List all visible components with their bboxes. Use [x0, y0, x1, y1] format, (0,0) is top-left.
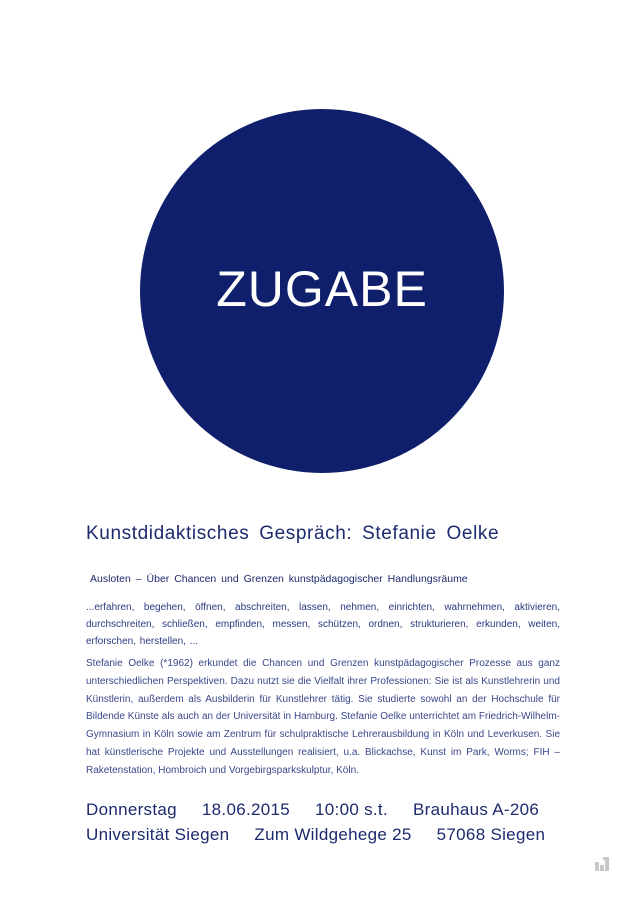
verbs-paragraph: ...erfahren, begehen, öffnen, abschreiten, lassen, nehmen, einrichten, wahrnehmen, aktivieren, durchschreiten, schließen, empfinden, messen, schützen, ordnen, strukturieren, erkunden, weiten, erforschen, herstellen, ... [86, 602, 560, 647]
event-date: 18.06.2015 [201, 800, 291, 819]
university-logo-icon [594, 856, 610, 872]
event-day: Donnerstag [86, 800, 177, 819]
talk-subtitle: Ausloten – Über Chancen und Grenzen kunstpädagogischer Handlungsräume [90, 573, 468, 585]
event-street: Zum Wildgehege 25 [254, 825, 412, 844]
event-location-line [86, 825, 545, 845]
event-city: 57068 Siegen [436, 825, 546, 844]
event-university: Universität Siegen [86, 825, 230, 844]
title-circle [140, 109, 504, 473]
event-time: 10:00 s.t. [315, 800, 388, 819]
event-date-line [86, 800, 539, 820]
bio-paragraph: Stefanie Oelke (*1962) erkundet die Chancen und Grenzen kunstpädagogischer Prozesse aus ganz unterschiedlichen Perspektiven. Dazu nutzt sie die Vielfalt ihrer Professionen: Sie ist als Kunstlehrerin und Künstlerin, außerdem als Ausbilderin für Kunstlehrer tätig. Sie studierte sowohl an der Hochschule für Bildende Künste als auch an der Universität in Hamburg. Stefanie Oelke unterrichtet am Friedrich-Wilhelm-Gymnasium in Köln sowie am Zentrum für schulpraktische Lehrerausbildung in Köln und Leverkusen. Sie hat künstlerische Projekte und Ausstellungen realisiert, u.a. Blickachse, Kunst im Park, Worms; FIH – Raketenstation, Hombroich und Vorgebirgsparkskulptur, Köln. [86, 658, 560, 776]
event-title: ZUGABE [216, 261, 428, 317]
talk-heading: Kunstdidaktisches Gespräch: Stefanie Oelke [86, 523, 500, 544]
event-room: Brauhaus A-206 [413, 800, 540, 819]
